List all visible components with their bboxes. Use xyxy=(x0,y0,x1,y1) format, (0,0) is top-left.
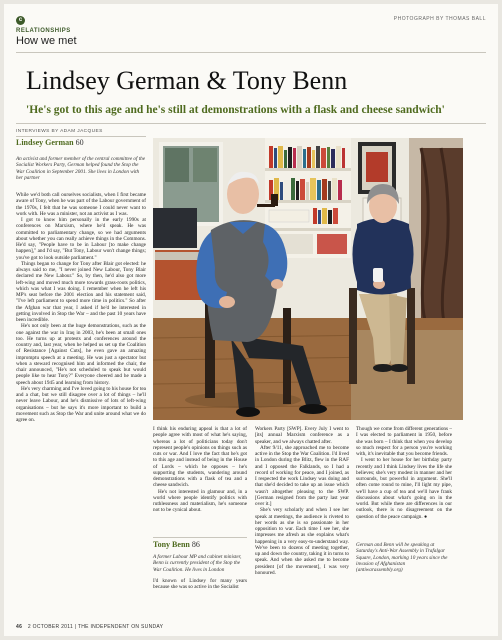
portrait-illustration xyxy=(153,138,463,420)
page-number: 46 xyxy=(16,624,23,630)
byline: INTERVIEWS BY ADAM JACQUES xyxy=(16,129,103,134)
paragraph: She's very scholarly and when I see her speak at meetings, the audience is riveted to her words as she is so passionate in her opposition to war. Each time I see her, she impresses me afresh as she explains what's happening in a very easy-to-understand way. We've been to dozens of meeting together, up and down the country, taking it in turns to speak. And when she asked me to become president [of the movement], I was very honoured. xyxy=(255,507,349,576)
paragraph: I'd known of Lindsey for many years because she was so active in the Socialist xyxy=(153,578,247,591)
paragraph: I went to her house for her birthday party recently and I think Lindsey lives the life she believes; she's very modest in manner and her surrounds, but powerful in argument. She'll often come round to mine, I'll light my pipe, we'll have a cup of tea and we'll have frank discussions about what's going on in the world. But while there are differences in our outlook, there is no disagreement on the question of the peace campaign. ● xyxy=(356,457,452,520)
magazine-page xyxy=(4,4,498,636)
paragraph: Things began to change for Tony after Blair got elected: he always said to me, "I never joined New Labour, Tony Blair declared me New Labour." So, by then, he'd also got more left-wing and moved much more towards grass-roots politics, which was what I was doing. I remember when he left his MP's seat before the 2001 election and his statement said, "I've left parliament to spend more time in politics." So after the Afghan war that year, I asked if he'd be interested in getting involved in Stop the War – and the past 10 years have been incredible. xyxy=(16,260,146,323)
paragraph: Workers Party [SWP]. Every July I went to [its] annual Marxism conference as a speaker, and we always chatted after. xyxy=(255,426,349,445)
event-note: German and Benn will be speaking at Saturday's Anti-War Assembly in Trafalgar Square, London, marking 10 years since the invasion of Afghanistan (antiwarassembly.org) xyxy=(356,542,448,574)
name-lindsey: Lindsey German xyxy=(16,138,74,147)
divider xyxy=(16,52,486,53)
paragraph: He's not only been at the huge demonstrations, such as the one against the war in Iraq in 2003, he's been at small ones too. He turns up at protests and conferences around the country and, last year, when he helped us set up the Coalition of Resistance [Against Cuts], he even gave an amazing impromptu speech at a meeting. He was just a spectator but when a steward recognised him and informed the chair, the chair announced, "He's not scheduled to speak but would people like to hear Tony?" Everyone cheered and he made a speech about 1945 and learning from history. xyxy=(16,323,146,386)
divider xyxy=(16,136,146,137)
article-title: Lindsey German & Tony Benn xyxy=(26,66,348,95)
divider xyxy=(16,123,486,124)
age-tony: 86 xyxy=(191,540,200,549)
paragraph: Though we come from different generations – I was elected to parliament in 1950, before she was born – I think that when you develop so much respect for a person you're working with, it's inevitable that you become friends. xyxy=(356,426,452,457)
paragraph: I think his enduring appeal is that a lot of people agree with most of what he's saying, whereas a lot of politicians today don't represent people's opinions on things such as cuts or war. And I love the fact that he's got to this age and instead of being in the House of Lords – which he opposes – he's supporting the students, wandering around demonstrations with a flask of tea and a cheese sandwich. xyxy=(153,426,247,489)
interviewee-name-tony xyxy=(153,540,200,549)
age-lindsey: 60 xyxy=(75,138,84,147)
portrait-photo xyxy=(153,138,463,420)
interviewee-name-lindsey xyxy=(16,138,84,147)
paragraph: He's very charming and I've loved going to his house for tea and a chat, but we still disagree over a lot of things – he'll never leave Labour, and he's dismissive of lots of left-wing organisations – but he says it's more important to build a movement such as Stop the War and unite around what we do agree on. xyxy=(16,385,146,423)
page-header xyxy=(16,16,486,66)
section-label: RELATIONSHIPS xyxy=(16,28,71,34)
photo-credit: PHOTOGRAPH BY THOMAS BALL xyxy=(393,16,486,22)
page-footer xyxy=(16,624,163,630)
text-column-2-tony xyxy=(153,578,247,591)
paragraph: While we'd both call ourselves socialists, when I first became aware of Tony, when he was part of the Labour government of the 1970s, I felt that he was someone I could never want to work with. He was a minister, not an activist as I was. xyxy=(16,192,146,217)
bio-tony: A former Labour MP and cabinet minister, Benn is currently president of the Stop the War Coalition. He lives in London xyxy=(153,554,242,573)
section-logo-icon: c xyxy=(16,16,25,25)
bio-lindsey: An activist and former member of the central committee of the Socialist Workers Party, German helped found the Stop the War Coalition in September 2001. She lives in London with her partner xyxy=(16,156,146,181)
text-column-1 xyxy=(16,192,146,602)
text-column-4 xyxy=(356,426,452,520)
divider xyxy=(153,537,247,538)
text-column-3 xyxy=(255,426,349,576)
paragraph: He's not interested in glamour and, in a world where people identify politics with ruthlessness and materialism, he's someone not to be cynical about. xyxy=(153,488,247,514)
name-tony: Tony Benn xyxy=(153,540,190,549)
text-column-2 xyxy=(153,426,247,514)
pull-quote: 'He's got to this age and he's still at demonstrations with a flask and cheese sandwich' xyxy=(26,104,445,116)
footer-text: 2 OCTOBER 2011 | THE INDEPENDENT ON SUNDAY xyxy=(27,624,164,630)
paragraph: I got to know him personally in the early 1990s at conferences on Marxism, where he'd speak. He was committed to parliamentary change, so we had arguments about whether you can really achieve things in the Commons. He'd say, "People have to be in Labour [to make change happen]," and I'd say, "But Tony, Labour won't change things; you've got to look outside parliament." xyxy=(16,217,146,261)
paragraph: After 9/11, she approached me to become active in the Stop the War Coalition. I'd lived in London during the Blitz, flew in the RAF and I opposed the Falklands, so I had a record of working for peace, and I joined, as I respected the work Lindsey was doing and that she'd decided to take up an issue which wasn't altogether pleasing to the SWP. [German resigned from the party last year over it.] xyxy=(255,444,349,507)
column-title: How we met xyxy=(16,35,77,47)
